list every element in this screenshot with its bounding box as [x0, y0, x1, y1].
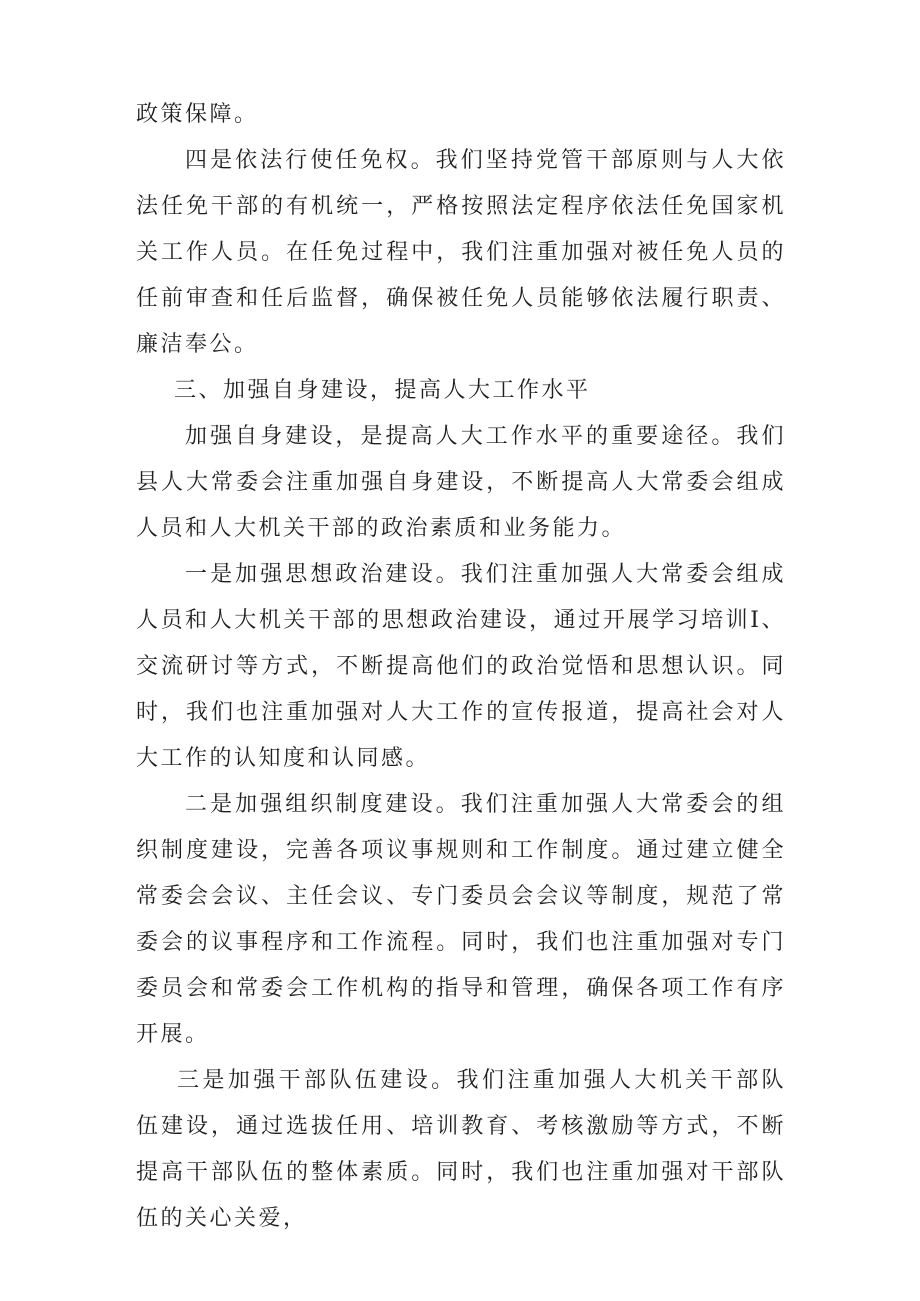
paragraph-organizational-building: 二是加强组织制度建设。我们注重加强人大常委会的组织制度建设，完善各项议事规则和工作制度。通过建立健全常委会会议、主任会议、专门委员会会议等制度，规范了常委会的议事程序和工作流程。同时，我们也注重加强对专门委员会和常委会工作机构的指导和管理，确保各项工作有序开展。 [136, 792, 786, 1047]
paragraph-appointment-power: 四是依法行使任免权。我们坚持党管干部原则与人大依法任免干部的有机统一，严格按照法定程序依法任免国家机关工作人员。在任免过程中，我们注重加强对被任免人员的任前审查和任后监督，确保被任免人员能够依法履行职责、廉洁奉公。 [136, 148, 786, 357]
paragraph-ideological-building: 一是加强思想政治建设。我们注重加强人大常委会组成人员和人大机关干部的思想政治建设，通过开展学习培训I、交流研讨等方式，不断提高他们的政治觉悟和思想认识。同时，我们也注重加强对人大工作的宣传报道，提高社会对人大工作的认知度和认同感。 [136, 562, 786, 771]
section-heading-self-building: 三、加强自身建设，提高人大工作水平 [174, 378, 591, 403]
paragraph-cadre-team-building: 三是加强干部队伍建设。我们注重加强人大机关干部队伍建设，通过选拔任用、培训教育、考核激励等方式，不断提高干部队伍的整体素质。同时，我们也注重加强对干部队伍的关心关爱， [136, 1068, 786, 1231]
paragraph-continuation: 政策保障。 [136, 102, 259, 127]
document-body [136, 92, 786, 1242]
paragraph-self-building-intro: 加强自身建设，是提高人大工作水平的重要途径。我们县人大常委会注重加强自身建设，不断提高人大常委会组成人员和人大机关干部的政治素质和业务能力。 [136, 424, 786, 541]
